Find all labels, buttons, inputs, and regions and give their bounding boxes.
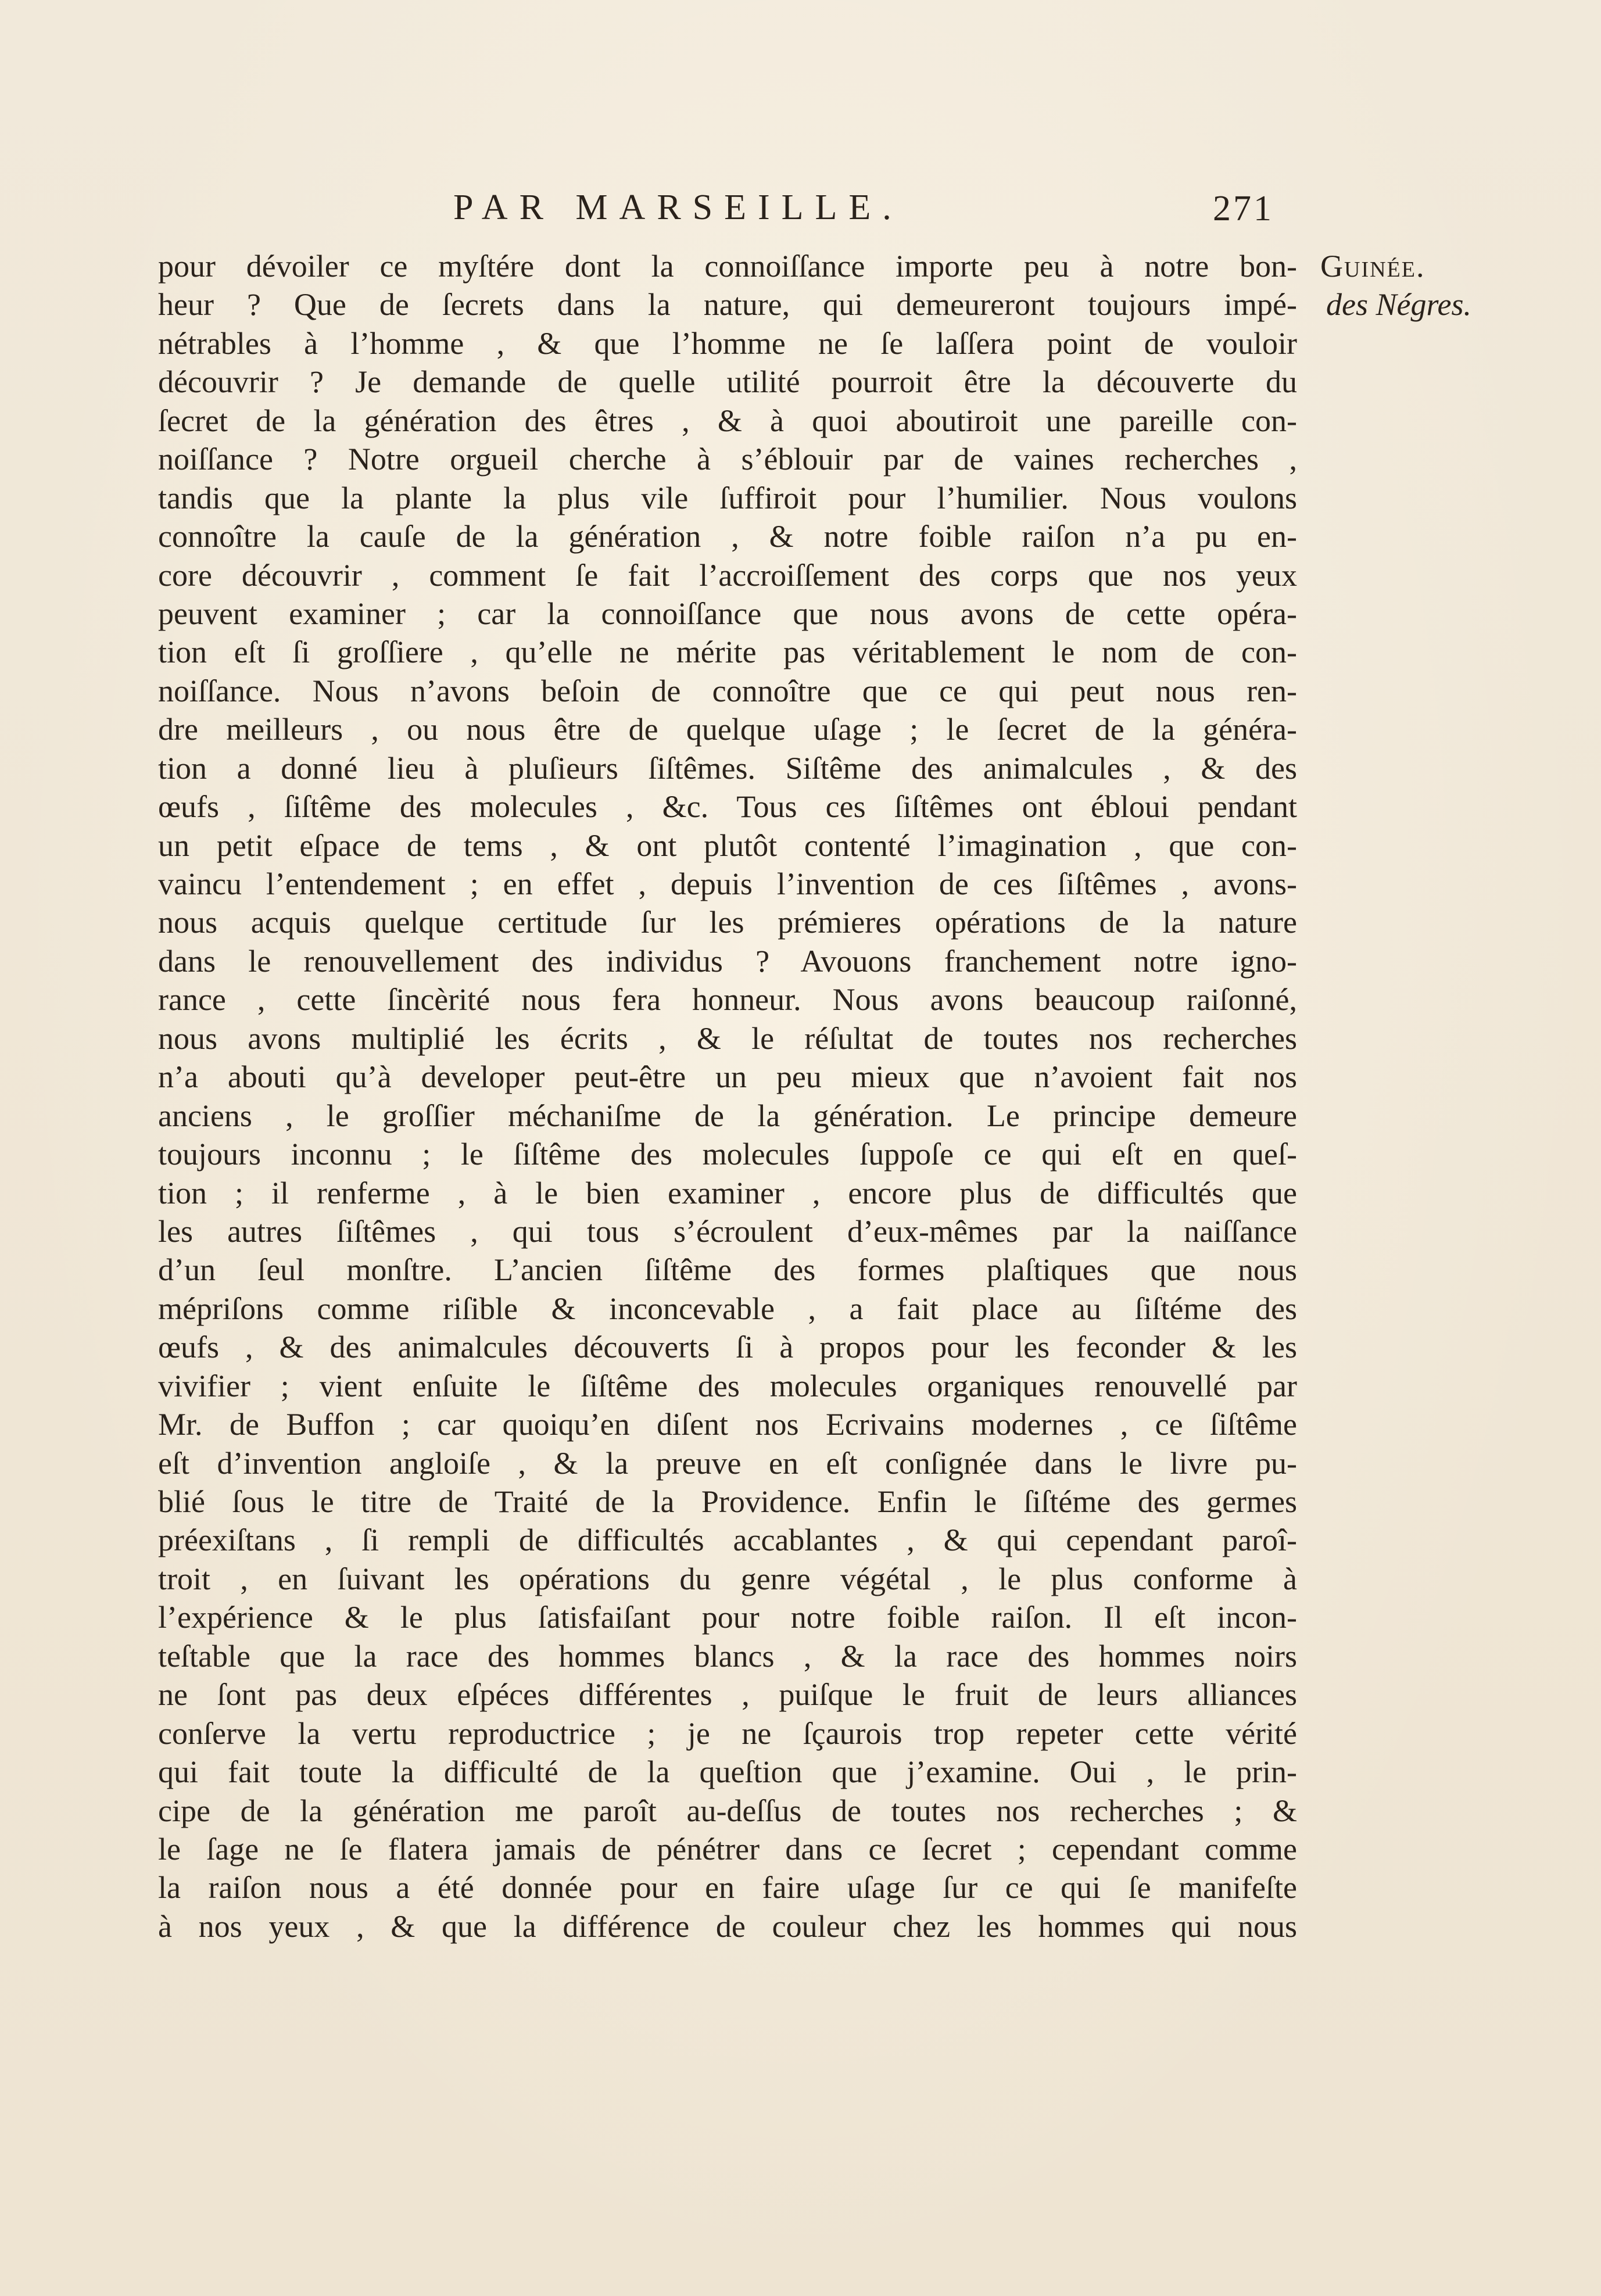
page-number: 271 xyxy=(1213,189,1274,228)
text-line: Mr. de Buffon ; car quoiqu’en diſent nos Ecrivains modernes , ce ſiſtême xyxy=(158,1407,1297,1442)
text-line: mépriſons comme riſible & inconcevable , a fait place au ſiſtéme des xyxy=(158,1291,1297,1326)
text-line: troit , en ſuivant les opérations du genre végétal , le plus conforme à xyxy=(158,1561,1297,1596)
running-head xyxy=(0,187,1601,234)
text-line: nétrables à l’homme , & que l’homme ne ſe laſſera point de vouloir xyxy=(158,325,1297,361)
text-line: ſecret de la génération des êtres , & à quoi aboutiroit une pareille con- xyxy=(158,403,1297,438)
text-line: cipe de la génération me paroît au-deſſus de toutes nos recherches ; & xyxy=(158,1793,1297,1828)
text-line: dre meilleurs , ou nous être de quelque uſage ; le ſecret de la généra- xyxy=(158,712,1297,747)
text-line: toujours inconnu ; le ſiſtême des molecules ſuppoſe ce qui eſt en queſ- xyxy=(158,1137,1297,1172)
text-line: tion eſt ſi groſſiere , qu’elle ne mérite pas véritablement le nom de con- xyxy=(158,635,1297,670)
text-line: noiſſance. Nous n’avons beſoin de connoître que ce qui peut nous ren- xyxy=(158,673,1297,708)
text-line: d’un ſeul monſtre. L’ancien ſiſtême des formes plaſtiques que nous xyxy=(158,1252,1297,1288)
text-line: dans le renouvellement des individus ? Avouons franchement notre igno- xyxy=(158,943,1297,979)
text-line: un petit eſpace de tems , & ont plutôt contenté l’imagination , que con- xyxy=(158,828,1297,863)
text-line: conſerve la vertu reproductrice ; je ne ſçaurois trop repeter cette vérité xyxy=(158,1715,1297,1751)
margin-note-region: Guinée. xyxy=(1320,249,1426,284)
text-line: l’expérience & le plus ſatisfaiſant pour notre foible raiſon. Il eſt incon- xyxy=(158,1600,1297,1635)
text-line: anciens , le groſſier méchaniſme de la génération. Le principe demeure xyxy=(158,1098,1297,1133)
text-line: n’a abouti qu’à developer peut-être un peu mieux que n’avoient fait nos xyxy=(158,1059,1297,1095)
text-line: blié ſous le titre de Traité de la Providence. Enfin le ſiſtéme des germes xyxy=(158,1484,1297,1519)
text-line: à nos yeux , & que la différence de couleur chez les hommes qui nous xyxy=(158,1908,1297,1944)
text-line: œufs , ſiſtême des molecules , &c. Tous ces ſiſtêmes ont ébloui pendant xyxy=(158,789,1297,825)
text-line: préexiſtans , ſi rempli de difficultés accablantes , & qui cependant paroî- xyxy=(158,1523,1297,1558)
text-line: la raiſon nous a été donnée pour en faire uſage ſur ce qui ſe manifeſte xyxy=(158,1870,1297,1905)
text-line: tion a donné lieu à pluſieurs ſiſtêmes. Siſtême des animalcules , & des xyxy=(158,750,1297,786)
text-line: core découvrir , comment ſe fait l’accroiſſement des corps que nos yeux xyxy=(158,557,1297,593)
text-line: les autres ſiſtêmes , qui tous s’écroulent d’eux-mêmes par la naiſſance xyxy=(158,1213,1297,1249)
text-line: connoître la cauſe de la génération , & notre foible raiſon n’a pu en- xyxy=(158,519,1297,554)
text-line: vivifier ; vient enſuite le ſiſtême des molecules organiques renouvellé par xyxy=(158,1368,1297,1403)
margin-note-subject: des Négres. xyxy=(1326,287,1471,323)
text-line: eſt d’invention angloiſe , & la preuve en eſt conſignée dans le livre pu- xyxy=(158,1445,1297,1481)
body-text xyxy=(158,247,1297,1946)
text-line: nous acquis quelque certitude ſur les prémieres opérations de la nature xyxy=(158,905,1297,940)
text-line: tandis que la plante la plus vile ſuffiroit pour l’humilier. Nous voulons xyxy=(158,480,1297,515)
text-line: qui fait toute la difficulté de la queſtion que j’examine. Oui , le prin- xyxy=(158,1754,1297,1790)
text-line: découvrir ? Je demande de quelle utilité pourroit être la découverte du xyxy=(158,364,1297,400)
text-line: œufs , & des animalcules découverts ſi à propos pour les feconder & les xyxy=(158,1330,1297,1365)
running-title: PAR MARSEILLE. xyxy=(453,188,903,227)
text-line: teſtable que la race des hommes blancs , & la race des hommes noirs xyxy=(158,1638,1297,1674)
text-line: tion ; il renferme , à le bien examiner , encore plus de difficultés que xyxy=(158,1175,1297,1210)
text-line: pour dévoiler ce myſtére dont la connoiſſance importe peu à notre bon- xyxy=(158,249,1297,284)
margin-note xyxy=(1320,247,1576,324)
text-line: ne ſont pas deux eſpéces différentes , puiſque le fruit de leurs alliances xyxy=(158,1677,1297,1713)
text-line: le ſage ne ſe flatera jamais de pénétrer dans ce ſecret ; cependant comme xyxy=(158,1831,1297,1867)
text-line: noiſſance ? Notre orgueil cherche à s’éblouir par de vaines recherches , xyxy=(158,442,1297,477)
text-line: nous avons multiplié les écrits , & le réſultat de toutes nos recherches xyxy=(158,1020,1297,1056)
text-line: heur ? Que de ſecrets dans la nature, qui demeureront toujours impé- xyxy=(158,287,1297,323)
text-line: rance , cette ſincèrité nous fera honneur. Nous avons beaucoup raiſonné, xyxy=(158,982,1297,1018)
text-line: vaincu l’entendement ; en effet , depuis l’invention de ces ſiſtêmes , avons- xyxy=(158,866,1297,901)
text-line: peuvent examiner ; car la connoiſſance que nous avons de cette opéra- xyxy=(158,596,1297,631)
